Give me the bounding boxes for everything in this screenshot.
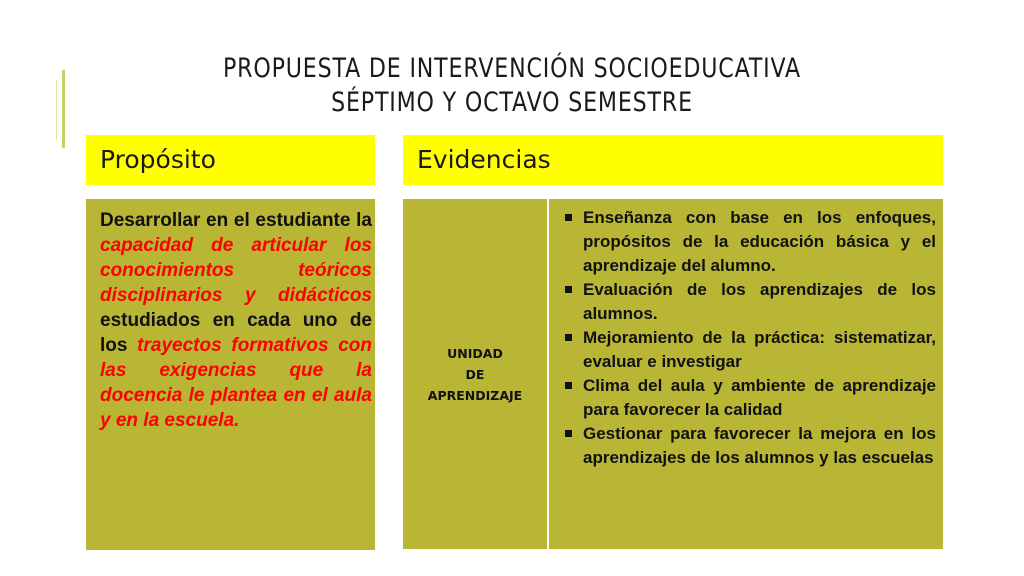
list-item <box>565 326 936 374</box>
square-bullet-icon <box>565 334 572 341</box>
slide-title-line2: SÉPTIMO Y OCTAVO SEMESTRE <box>331 87 693 118</box>
slide-title-line1: PROPUESTA DE INTERVENCIÓN SOCIOEDUCATIVA <box>222 53 802 84</box>
unit-cell <box>403 199 549 549</box>
evidence-list-cell <box>551 199 943 549</box>
evidence-header: Evidencias <box>403 135 943 185</box>
list-item <box>565 374 936 422</box>
purpose-text-part1: Desarrollar en el estudiante la <box>100 210 372 231</box>
purpose-text <box>100 208 372 433</box>
unit-label-line1: UNIDAD <box>447 345 503 361</box>
purpose-text-part3: estudiados en cada uno de los <box>100 310 372 356</box>
evidence-item-text: Enseñanza con base en los enfoques, propósitos de la educación básica y el aprendizaje del alumno. <box>583 208 936 275</box>
unit-label-line3: APRENDIZAJE <box>427 387 523 403</box>
evidence-item-text: Evaluación de los aprendizajes de los alumnos. <box>583 280 936 323</box>
list-item <box>565 422 936 470</box>
evidence-item-text: Clima del aula y ambiente de aprendizaje para favorecer la calidad <box>583 376 936 419</box>
evidence-item-text: Mejoramiento de la práctica: sistematizar, evaluar e investigar <box>583 328 936 371</box>
square-bullet-icon <box>565 214 572 221</box>
list-item <box>565 278 936 326</box>
slide-title <box>92 52 932 120</box>
square-bullet-icon <box>565 430 572 437</box>
list-item <box>565 206 936 278</box>
square-bullet-icon <box>565 286 572 293</box>
accent-line-thin <box>56 80 57 140</box>
evidence-table <box>403 199 943 549</box>
evidence-item-text: Gestionar para favorecer la mejora en los aprendizajes de los alumnos y las escuelas <box>583 424 936 467</box>
evidence-list <box>565 206 936 470</box>
purpose-box <box>86 199 375 550</box>
unit-label-line2: DE <box>465 366 485 382</box>
accent-line <box>62 70 65 148</box>
square-bullet-icon <box>565 382 572 389</box>
purpose-text-part2: capacidad de articular los conocimientos teóricos disciplinarios y didácticos <box>100 235 372 306</box>
purpose-text-part4: trayectos formativos con las exigencias que la docencia le plantea en el aula y en la escuela. <box>100 335 372 431</box>
purpose-header: Propósito <box>86 135 375 185</box>
